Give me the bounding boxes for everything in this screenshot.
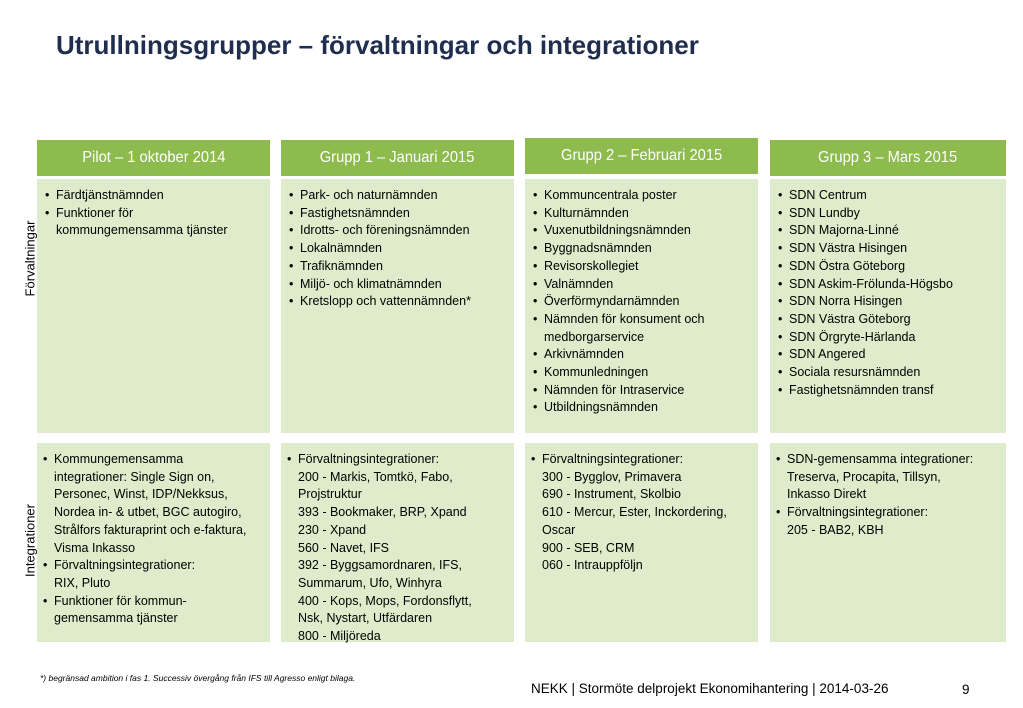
list-item: • SDN Askim-Frölunda-Högsbo xyxy=(778,276,1000,294)
forvaltningar-cell-grupp-2 xyxy=(525,179,758,433)
list-item: • Färdtjänstnämnden xyxy=(45,187,264,205)
page-title: Utrullningsgrupper – förvaltningar och integrationer xyxy=(56,30,699,60)
list-item: • Funktioner för kommungemensamma tjänster xyxy=(45,205,264,240)
list-item: • Arkivnämnden xyxy=(533,346,752,364)
list-item: • Överförmyndarnämnden xyxy=(533,293,752,311)
list-item: • Kommungemensamma integrationer: Single Sign on, Personec, Winst, IDP/Nekksus, Nordea in- & utbet, BGC autogiro, Strålfors fakturaprint och e-faktura, Visma Inkasso xyxy=(43,451,264,557)
list-item: • Valnämnden xyxy=(533,276,752,294)
integrationer-list-grupp-3 xyxy=(776,451,1000,540)
list-item: • Vuxenutbildningsnämnden xyxy=(533,222,752,240)
list-item: • Revisorskollegiet xyxy=(533,258,752,276)
list-item: • Park- och naturnämnden xyxy=(289,187,508,205)
list-item: • Förvaltningsintegrationer: RIX, Pluto xyxy=(43,557,264,592)
list-item: • SDN-gemensamma integrationer: Treserva, Procapita, Tillsyn, Inkasso Direkt xyxy=(776,451,1000,504)
forvaltningar-list-grupp-2 xyxy=(533,187,752,417)
list-item: • SDN Örgryte-Härlanda xyxy=(778,329,1000,347)
column-header-grupp-3: Grupp 3 – Mars 2015 xyxy=(770,140,1006,176)
column-header-grupp-1: Grupp 1 – Januari 2015 xyxy=(281,140,514,176)
list-item: • Kretslopp och vattennämnden* xyxy=(289,293,508,311)
list-item: • SDN Lundby xyxy=(778,205,1000,223)
column-header-grupp-2: Grupp 2 – Februari 2015 xyxy=(525,138,758,174)
list-item: • SDN Angered xyxy=(778,346,1000,364)
list-item: • Utbildningsnämnden xyxy=(533,399,752,417)
integrationer-list-pilot xyxy=(43,451,264,628)
list-item: • Förvaltningsintegrationer: 300 - Bygglov, Primavera 690 - Instrument, Skolbio 610 - Mercur, Ester, Inckordering, Oscar 900 - SEB, CRM 060 - Intrauppföljn xyxy=(531,451,752,575)
forvaltningar-list-grupp-3 xyxy=(778,187,1000,399)
list-item: • Nämnden för konsument och medborgarservice xyxy=(533,311,752,346)
row-label-forvaltningar: Förvaltningar xyxy=(22,220,38,297)
forvaltningar-cell-grupp-1 xyxy=(281,179,514,433)
list-item: • Kommuncentrala poster xyxy=(533,187,752,205)
forvaltningar-list-grupp-1 xyxy=(289,187,508,311)
list-item: • SDN Centrum xyxy=(778,187,1000,205)
column-header-pilot: Pilot – 1 oktober 2014 xyxy=(37,140,270,176)
list-item: • Nämnden för Intraservice xyxy=(533,382,752,400)
list-item: • Fastighetsnämnden xyxy=(289,205,508,223)
list-item: • Trafiknämnden xyxy=(289,258,508,276)
integrationer-list-grupp-2 xyxy=(531,451,752,575)
list-item: • Byggnadsnämnden xyxy=(533,240,752,258)
forvaltningar-cell-pilot xyxy=(37,179,270,433)
list-item: • Miljö- och klimatnämnden xyxy=(289,276,508,294)
list-item: • Lokalnämnden xyxy=(289,240,508,258)
list-item: • Idrotts- och föreningsnämnden xyxy=(289,222,508,240)
row-label-integrationer: Integrationer xyxy=(22,504,38,577)
list-item: • Fastighetsnämnden transf xyxy=(778,382,1000,400)
integrationer-cell-grupp-3 xyxy=(770,443,1006,642)
integrationer-list-grupp-1 xyxy=(287,451,508,646)
forvaltningar-cell-grupp-3 xyxy=(770,179,1006,433)
page-number: 9 xyxy=(962,682,970,697)
footer-text: NEKK | Stormöte delprojekt Ekonomihantering | 2014-03-26 xyxy=(531,681,889,696)
list-item: • SDN Norra Hisingen xyxy=(778,293,1000,311)
list-item: • SDN Västra Hisingen xyxy=(778,240,1000,258)
integrationer-cell-grupp-2 xyxy=(525,443,758,642)
forvaltningar-list-pilot xyxy=(45,187,264,240)
list-item: • Förvaltningsintegrationer: 200 - Markis, Tomtkö, Fabo, Projstruktur 393 - Bookmaker, BRP, Xpand 230 - Xpand 560 - Navet, IFS 392 - Byggsamordnaren, IFS, Summarum, Ufo, Winhyra 400 - Kops, Mops, Fordonsflytt, Nsk, Nystart, Utfärdaren 800 - Miljöreda xyxy=(287,451,508,646)
list-item: • SDN Västra Göteborg xyxy=(778,311,1000,329)
list-item: • Sociala resursnämnden xyxy=(778,364,1000,382)
list-item: • Förvaltningsintegrationer: 205 - BAB2, KBH xyxy=(776,504,1000,539)
list-item: • Kulturnämnden xyxy=(533,205,752,223)
integrationer-cell-grupp-1 xyxy=(281,443,514,642)
list-item: • SDN Östra Göteborg xyxy=(778,258,1000,276)
list-item: • Kommunledningen xyxy=(533,364,752,382)
list-item: • Funktioner för kommun- gemensamma tjänster xyxy=(43,593,264,628)
integrationer-cell-pilot xyxy=(37,443,270,642)
footnote: *) begränsad ambition i fas 1. Successiv övergång från IFS till Agresso enligt bilaga. xyxy=(40,673,356,683)
list-item: • SDN Majorna-Linné xyxy=(778,222,1000,240)
